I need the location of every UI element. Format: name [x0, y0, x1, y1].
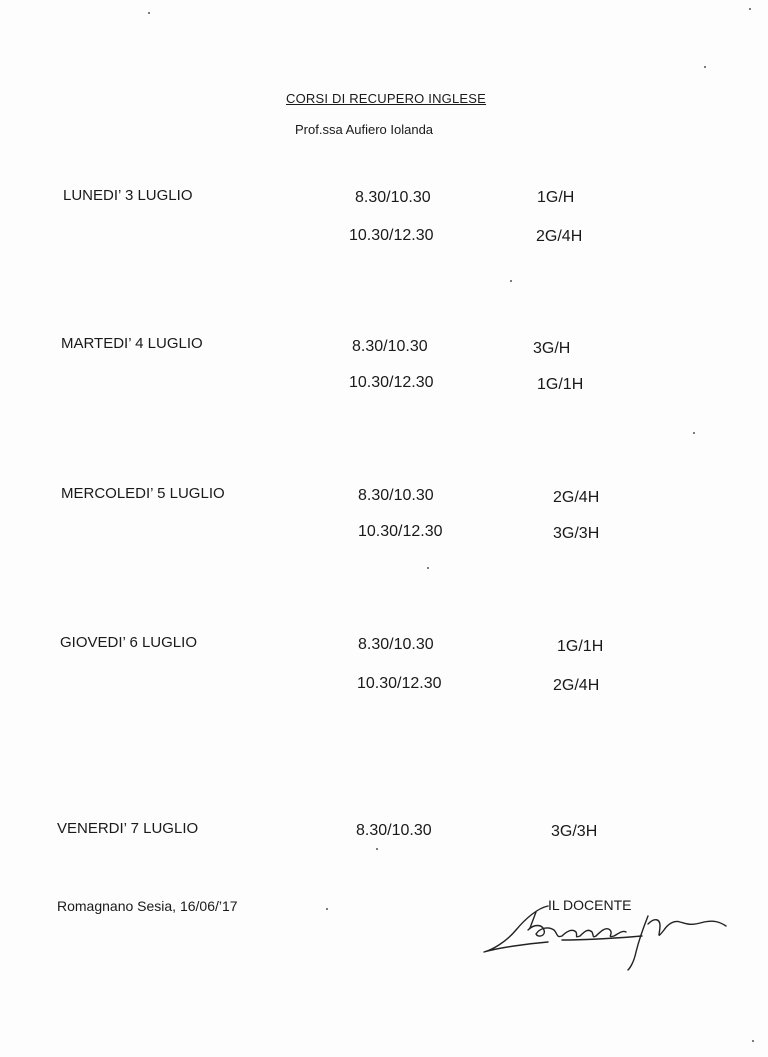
class-group: 3G/H — [533, 340, 571, 357]
time-slot: 8.30/10.30 — [358, 487, 434, 504]
handwritten-signature — [478, 896, 728, 976]
scan-speck — [148, 12, 150, 14]
day-label: MARTEDI’ 4 LUGLIO — [61, 335, 203, 352]
day-label: GIOVEDI’ 6 LUGLIO — [60, 634, 197, 651]
scan-speck — [376, 848, 378, 850]
time-slot: 10.30/12.30 — [357, 675, 442, 692]
time-slot: 8.30/10.30 — [358, 636, 434, 653]
class-group: 2G/4H — [536, 228, 583, 245]
time-slot: 10.30/12.30 — [349, 227, 434, 244]
document-title: CORSI DI RECUPERO INGLESE — [286, 91, 487, 106]
teacher-name: Prof.ssa Aufiero Iolanda — [295, 122, 434, 137]
scan-speck — [326, 908, 328, 910]
class-group: 3G/3H — [551, 823, 598, 840]
class-group: 1G/1H — [557, 638, 604, 655]
time-slot: 10.30/12.30 — [349, 374, 434, 391]
class-group: 2G/4H — [553, 489, 600, 506]
time-slot: 8.30/10.30 — [355, 189, 431, 206]
scan-speck — [693, 432, 695, 434]
day-label: VENERDI’ 7 LUGLIO — [57, 820, 199, 837]
class-group: 1G/1H — [537, 376, 584, 393]
scan-speck — [704, 66, 706, 68]
scan-speck — [749, 8, 751, 10]
signature-label: IL DOCENTE — [548, 897, 632, 913]
scan-speck — [510, 280, 512, 282]
place-and-date: Romagnano Sesia, 16/06/’17 — [57, 898, 238, 914]
class-group: 3G/3H — [553, 525, 600, 542]
day-label: LUNEDI’ 3 LUGLIO — [63, 187, 193, 204]
day-label: MERCOLEDI’ 5 LUGLIO — [61, 485, 225, 502]
scan-speck — [752, 1040, 754, 1042]
time-slot: 8.30/10.30 — [352, 338, 428, 355]
class-group: 1G/H — [537, 189, 575, 206]
scan-speck — [427, 567, 429, 569]
time-slot: 10.30/12.30 — [358, 523, 443, 540]
time-slot: 8.30/10.30 — [356, 822, 432, 839]
class-group: 2G/4H — [553, 677, 600, 694]
